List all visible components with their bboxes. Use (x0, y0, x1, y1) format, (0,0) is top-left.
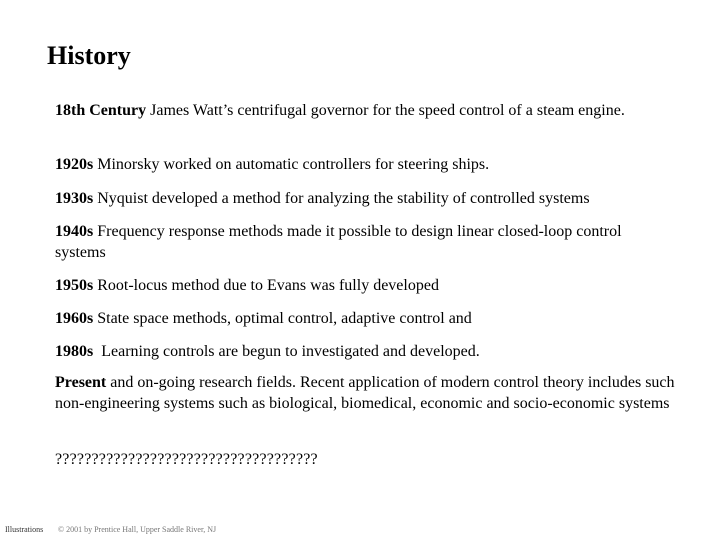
entry-lead: 1980s (55, 343, 94, 360)
page-title: History (47, 41, 131, 70)
entry-lead: 1960s (55, 310, 94, 327)
footer-illustrations-label: Illustrations (5, 525, 44, 534)
history-entry-1940s (55, 221, 675, 263)
entry-text: Root-locus method due to Evans was fully developed (93, 277, 439, 294)
history-entry-present (55, 372, 675, 414)
history-entry-1960s (55, 308, 675, 329)
entry-text: Nyquist developed a method for analyzing the stability of controlled systems (93, 190, 590, 207)
entry-lead: 18th Century (55, 102, 147, 119)
history-entry-1950s (55, 275, 675, 296)
entry-lead: Present (55, 374, 107, 391)
history-entry-1930s (55, 188, 675, 209)
history-entry-1920s (55, 154, 675, 175)
history-entry-1980s (55, 341, 675, 362)
entry-lead: 1940s (55, 223, 94, 240)
entry-lead: 1920s (55, 156, 94, 173)
history-entry-18th-century (55, 100, 675, 121)
entry-text: and on-going research fields. Recent application of modern control theory includes such non-engineering systems such as biological, biomedical, economic and socio-economic systems (55, 374, 675, 412)
entry-text: Learning controls are begun to investigated and developed. (93, 343, 480, 360)
entry-lead: 1950s (55, 277, 94, 294)
entry-text: James Watt’s centrifugal governor for the speed control of a steam engine. (146, 102, 625, 119)
footer-copyright: © 2001 by Prentice Hall, Upper Saddle River, NJ (58, 525, 217, 534)
entry-lead: 1930s (55, 190, 94, 207)
question-marks-line: ???????????????????????????????????? (55, 451, 318, 468)
entry-text: State space methods, optimal control, adaptive control and (93, 310, 472, 327)
entry-text: Frequency response methods made it possible to design linear closed-loop control systems (55, 223, 622, 261)
entry-text: Minorsky worked on automatic controllers for steering ships. (93, 156, 490, 173)
